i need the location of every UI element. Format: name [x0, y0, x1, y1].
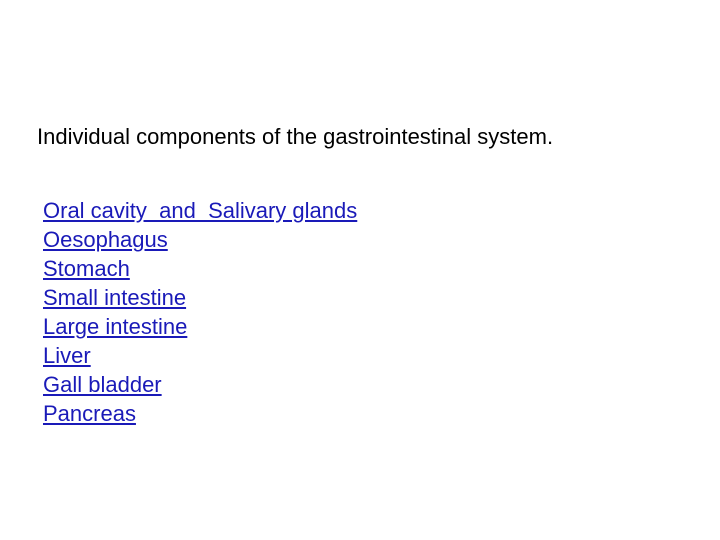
list-item [43, 341, 357, 370]
component-link-list [43, 196, 357, 428]
link-liver[interactable]: Liver [43, 343, 91, 368]
link-pancreas[interactable]: Pancreas [43, 401, 136, 426]
list-item [43, 399, 357, 428]
list-item [43, 370, 357, 399]
list-item [43, 254, 357, 283]
link-small-intestine[interactable]: Small intestine [43, 285, 187, 310]
link-gall-bladder[interactable]: Gall bladder [43, 372, 162, 397]
link-oesophagus[interactable]: Oesophagus [43, 227, 168, 252]
link-large-intestine[interactable]: Large intestine [43, 314, 188, 339]
page-heading: Individual components of the gastrointestinal system. [37, 124, 554, 149]
link-stomach[interactable]: Stomach [43, 256, 130, 281]
list-item [43, 283, 357, 312]
link-oral-cavity-salivary-glands[interactable]: Oral cavity and Salivary glands [43, 198, 358, 223]
list-item [43, 196, 357, 225]
list-item [43, 312, 357, 341]
list-item [43, 225, 357, 254]
